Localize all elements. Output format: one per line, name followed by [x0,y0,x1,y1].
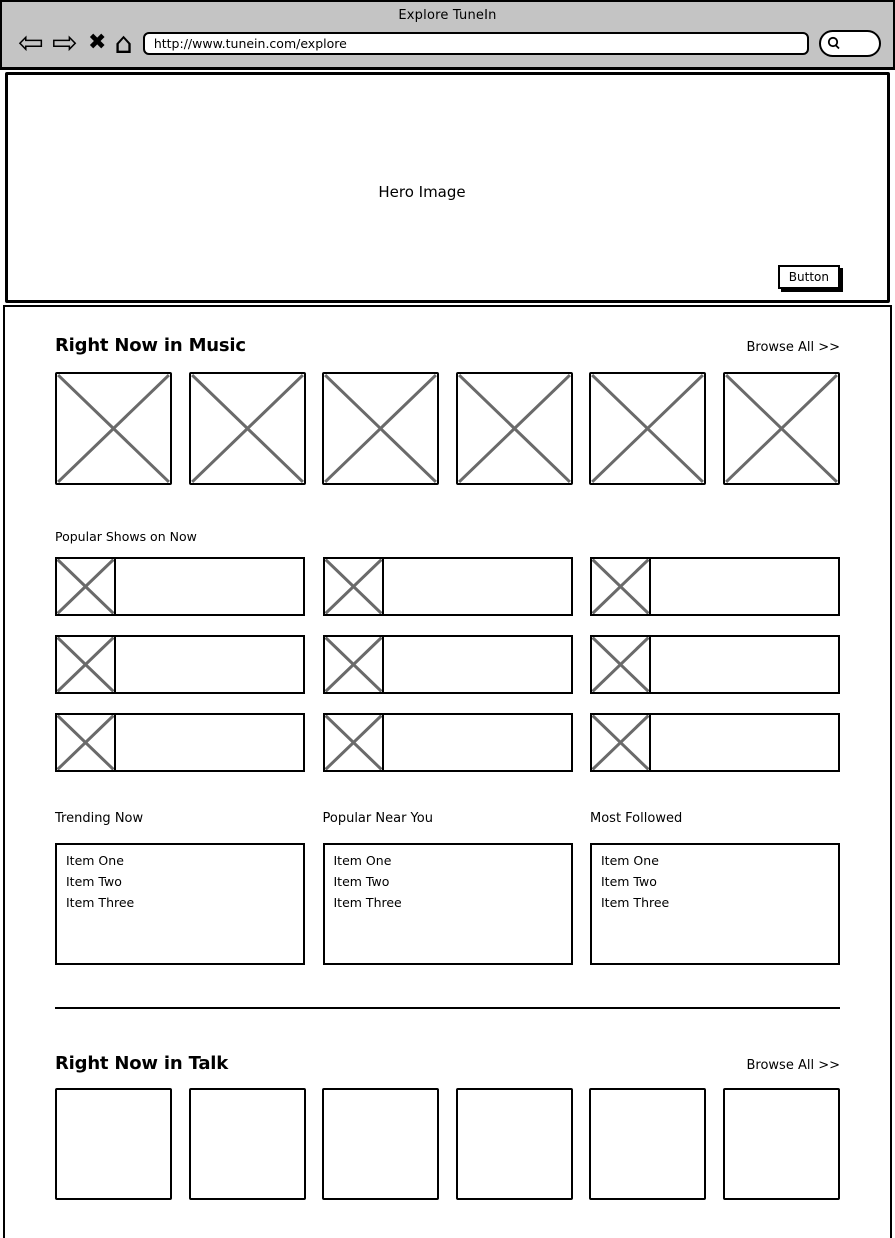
list-item[interactable]: Item Two [601,874,657,889]
talk-thumbnail[interactable] [55,1088,172,1200]
image-placeholder-x-icon [592,715,649,770]
music-thumbnail[interactable] [322,372,439,485]
popular-near-you-list [323,843,573,965]
show-thumbnail [590,557,651,616]
show-list-item[interactable] [323,713,573,772]
show-list-item[interactable] [55,635,305,694]
talk-thumbnail[interactable] [589,1088,706,1200]
trending-now-column [55,811,305,965]
music-thumbnail[interactable] [456,372,573,485]
most-followed-title: Most Followed [590,811,683,826]
show-thumbnail [590,713,651,772]
back-icon[interactable]: ⇦ [14,28,48,59]
home-icon[interactable]: ⌂ [112,29,138,58]
hero-label: Hero Image [378,183,466,201]
show-thumbnail [590,635,651,694]
image-placeholder-x-icon [592,637,649,692]
browser-toolbar [2,24,893,62]
show-thumbnail [323,635,384,694]
music-thumbnail[interactable] [723,372,840,485]
trending-now-list [55,843,305,965]
search-icon [826,35,842,51]
talk-thumbnail[interactable] [456,1088,573,1200]
image-placeholder-x-icon [57,559,114,614]
image-placeholder-x-icon [591,374,704,483]
stop-icon[interactable]: ✖ [82,32,112,54]
talk-thumbnail[interactable] [189,1088,306,1200]
talk-section-title: Right Now in Talk [55,1053,229,1074]
music-thumbnail[interactable] [589,372,706,485]
trending-now-title: Trending Now [55,811,144,826]
music-thumbnail[interactable] [55,372,172,485]
show-thumbnail [323,713,384,772]
list-item[interactable]: Item Three [601,895,670,910]
list-item[interactable]: Item Two [333,874,390,889]
image-placeholder-x-icon [458,374,571,483]
list-item[interactable]: Item Three [333,895,402,910]
list-item[interactable]: Item One [66,853,124,868]
list-item[interactable]: Item One [601,853,659,868]
image-placeholder-x-icon [325,715,382,770]
list-item[interactable]: Item Two [66,874,122,889]
page-content [3,305,892,1238]
popular-near-you-column [323,811,573,965]
section-divider [55,1007,840,1009]
hero-image-placeholder [5,72,890,303]
browser-chrome [0,0,895,70]
show-thumbnail [55,635,116,694]
talk-thumbnail[interactable] [723,1088,840,1200]
music-thumbnail-row [55,372,840,485]
image-placeholder-x-icon [325,637,382,692]
music-thumbnail[interactable] [189,372,306,485]
image-placeholder-x-icon [57,637,114,692]
image-placeholder-x-icon [57,715,114,770]
music-section-title: Right Now in Music [55,335,246,356]
image-placeholder-x-icon [324,374,437,483]
show-list-item[interactable] [55,713,305,772]
show-thumbnail [55,557,116,616]
talk-section-header [55,1053,840,1074]
lists-row [55,811,840,965]
music-section-header [55,335,840,356]
url-input[interactable]: http://www.tunein.com/explore [143,32,809,55]
show-list-item[interactable] [55,557,305,616]
music-browse-all-link[interactable]: Browse All >> [746,340,840,355]
show-list-item[interactable] [590,557,840,616]
hero-button[interactable]: Button [778,265,840,289]
show-list-item[interactable] [323,635,573,694]
forward-icon[interactable]: ⇨ [48,28,82,59]
search-button[interactable] [819,30,881,57]
list-item[interactable]: Item Three [66,895,135,910]
image-placeholder-x-icon [57,374,170,483]
image-placeholder-x-icon [325,559,382,614]
window-title: Explore TuneIn [398,8,497,23]
list-item[interactable]: Item One [333,853,392,868]
most-followed-column [590,811,840,965]
popular-shows-grid [55,557,840,772]
show-list-item[interactable] [590,713,840,772]
popular-near-you-title: Popular Near You [322,811,433,826]
most-followed-list [590,843,840,965]
image-placeholder-x-icon [725,374,838,483]
show-list-item[interactable] [590,635,840,694]
show-thumbnail [55,713,116,772]
image-placeholder-x-icon [191,374,304,483]
talk-thumbnail-row [55,1088,840,1200]
talk-browse-all-link[interactable]: Browse All >> [746,1058,840,1073]
image-placeholder-x-icon [592,559,649,614]
show-list-item[interactable] [323,557,573,616]
talk-thumbnail[interactable] [322,1088,439,1200]
show-thumbnail [323,557,384,616]
popular-shows-title: Popular Shows on Now [55,529,197,544]
